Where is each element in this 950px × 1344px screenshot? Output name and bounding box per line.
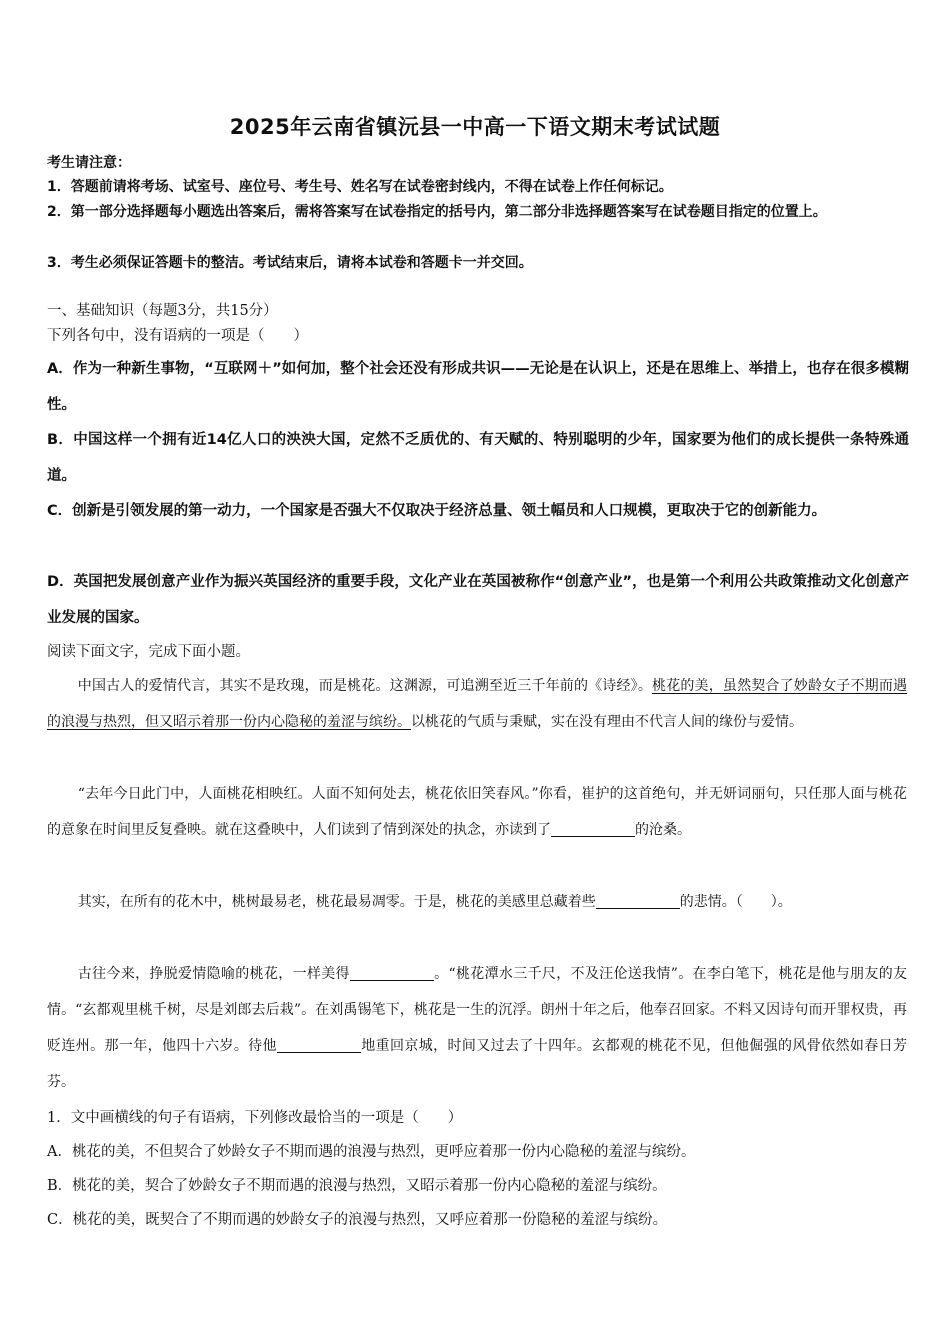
- paragraph-text: 的沧桑。: [635, 822, 691, 838]
- paragraph-text: 中国古人的爱情代言，其实不是玫瑰，而是桃花。这渊源，可追溯至近三千年前的《诗经》。: [77, 678, 653, 694]
- paragraph-text: 其实，在所有的花木中，桃树最易老，桃花最易凋零。于是，桃花的美感里总藏着些: [77, 894, 596, 910]
- section-heading: 一、基础知识（每题3分，共15分）: [47, 303, 278, 319]
- paragraph-text: 以桃花的气质与秉赋，实在没有理由不代言人间的缘份与爱情。: [411, 714, 803, 730]
- paragraph-text: 地重回京城，时间又过去了十四年。玄都观的桃花不见，但他倔强的风骨依然如春日芳芬。: [47, 1038, 908, 1090]
- page-title: 2025年云南省镇沅县一中高一下语文期末考试试题: [229, 115, 721, 139]
- passage-paragraph-3: [47, 884, 907, 920]
- question-1-option-c: C．桃花的美，既契合了不期而遇的妙龄女子的浪漫与热烈，又呼应着那一份隐秘的羞涩与缤纷。: [47, 1212, 668, 1228]
- notice-item-2: 2．第一部分选择题每小题选出答案后，需将答案写在试卷指定的括号内，第二部分非选择题答案写在试卷题目指定的位置上。: [47, 204, 827, 220]
- paragraph-text: 古往今来，挣脱爱情隐喻的桃花，一样美得: [77, 966, 350, 982]
- reading-intro: 阅读下面文字，完成下面小题。: [47, 644, 250, 660]
- notice-item-3: 3．考生必须保证答题卡的整洁。考试结束后，请将本试卷和答题卡一并交回。: [47, 255, 533, 271]
- option-b: B．中国这样一个拥有近14亿人口的泱泱大国，定然不乏质优的、有天赋的、特别聪明的少年，国家要为他们的成长提供一条特殊通道。: [47, 432, 909, 484]
- option-a: A．作为一种新生事物，“互联网＋”如何加，整个社会还没有形成共识——无论是在认识上，还是在思维上、举措上，也存在很多模糊性。: [47, 361, 909, 413]
- passage-paragraph-1: [47, 668, 907, 740]
- underlined-sentence: 桃花的美，虽然契合了妙龄女子不期而遇的浪漫与热烈，但又昭示着那一份内心隐秘的羞涩与缤纷。: [47, 678, 908, 730]
- question-1-option-b: B．桃花的美，契合了妙龄女子不期而遇的浪漫与热烈，又昭示着那一份内心隐秘的羞涩与缤纷。: [47, 1178, 667, 1194]
- passage-paragraph-4: [47, 956, 907, 1100]
- notice-heading: 考生请注意：: [47, 155, 131, 171]
- fill-blank-3: [350, 966, 434, 981]
- notice-item-1: 1．答题前请将考场、试室号、座位号、考生号、姓名写在试卷密封线内，不得在试卷上作任何标记。: [47, 179, 673, 195]
- option-c: C．创新是引领发展的第一动力，一个国家是否强大不仅取决于经济总量、领土幅员和人口规模，更取决于它的创新能力。: [47, 503, 827, 519]
- paragraph-text: 。“桃花潭水三千尺，不及汪伦送我情”。在李白笔下，桃花是他与朋友的友情。“玄都观里桃千树，尽是刘郎去后栽”。在刘禹锡笔下，桃花是一生的沉浮。朗州十年之后，他奉召回家。不料又因诗句而开罪权贵，再贬连州。那一年，他四十六岁。待他: [47, 966, 908, 1054]
- fill-blank-1: [551, 822, 635, 837]
- fill-blank-2: [596, 894, 680, 909]
- question-1-option-a: A．桃花的美，不但契合了妙龄女子不期而遇的浪漫与热烈，更呼应着那一份内心隐秘的羞涩与缤纷。: [47, 1144, 696, 1160]
- passage-paragraph-2: [47, 776, 907, 848]
- paragraph-text: “去年今日此门中，人面桃花相映红。人面不知何处去，桃花依旧笑春风。”你看，崔护的这首绝句，并无妍词丽句，只任那人面与桃花的意象在时间里反复叠映。就在这叠映中，人们读到了情到深处的执念，亦读到了: [47, 786, 907, 838]
- option-d: D．英国把发展创意产业作为振兴英国经济的重要手段，文化产业在英国被称作“创意产业”，也是第一个利用公共政策推动文化创意产业发展的国家。: [47, 574, 909, 626]
- paragraph-text: 的悲情。（ ）。: [679, 894, 792, 910]
- question-1-stem: 1．文中画横线的句子有语病，下列修改最恰当的一项是（ ）: [47, 1110, 463, 1126]
- question-stem: 下列各句中，没有语病的一项是（ ）: [47, 328, 308, 344]
- fill-blank-4: [277, 1038, 361, 1053]
